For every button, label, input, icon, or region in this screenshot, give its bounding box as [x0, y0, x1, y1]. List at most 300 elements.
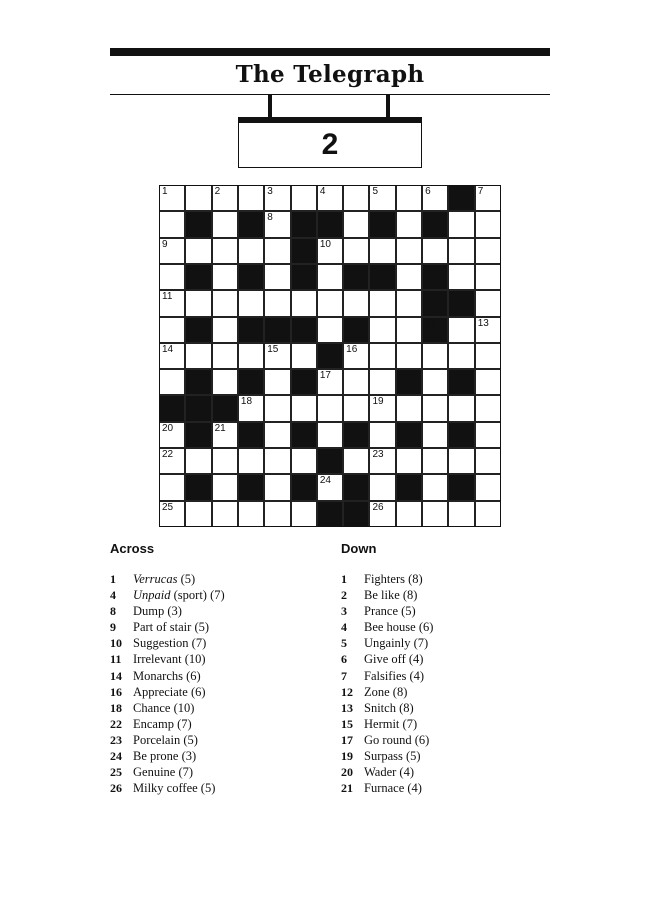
grid-block: [238, 211, 264, 237]
grid-cell[interactable]: [264, 369, 290, 395]
grid-cell[interactable]: [291, 185, 317, 211]
grid-cell[interactable]: [212, 238, 238, 264]
grid-block: [448, 422, 474, 448]
down-clue[interactable]: [341, 603, 561, 619]
clue-number: 10: [319, 238, 331, 250]
grid-cell[interactable]: [343, 290, 369, 316]
down-clue[interactable]: [341, 780, 561, 796]
across-clue[interactable]: [110, 748, 330, 764]
down-clue[interactable]: [341, 684, 561, 700]
grid-block: [238, 264, 264, 290]
clue-text: [133, 603, 182, 619]
grid-cell[interactable]: [317, 290, 343, 316]
grid-cell[interactable]: [212, 501, 238, 527]
grid-block: [448, 185, 474, 211]
clue-num: 15: [341, 716, 353, 731]
clue-detail: Encamp (7): [133, 716, 192, 731]
clue-text: [364, 716, 417, 732]
clue-num: 19: [341, 749, 353, 764]
grid-cell[interactable]: [264, 448, 290, 474]
clue-detail: Porcelain (5): [133, 732, 198, 747]
down-clue[interactable]: [341, 571, 561, 587]
across-clue[interactable]: [110, 587, 330, 603]
grid-cell[interactable]: [291, 395, 317, 421]
grid-block: [185, 317, 211, 343]
clue-detail: Chance (10): [133, 700, 195, 715]
grid-cell[interactable]: [159, 501, 185, 527]
grid-cell[interactable]: [238, 395, 264, 421]
clue-detail: Prance (5): [364, 604, 416, 619]
grid-cell[interactable]: [475, 238, 501, 264]
grid-block: [343, 317, 369, 343]
down-clue[interactable]: [341, 668, 561, 684]
down-clues: [341, 540, 561, 796]
grid-block: [448, 290, 474, 316]
clue-number: 2: [214, 186, 221, 197]
across-clue-list: [110, 571, 330, 796]
grid-cell[interactable]: [159, 211, 185, 237]
grid-cell[interactable]: [343, 343, 369, 369]
grid-cell[interactable]: [422, 369, 448, 395]
clue-text: [133, 651, 206, 667]
grid-cell[interactable]: [212, 422, 238, 448]
grid-cell[interactable]: [475, 369, 501, 395]
grid-cell[interactable]: [448, 264, 474, 290]
grid-cell[interactable]: [238, 448, 264, 474]
clue-number: 8: [267, 212, 273, 224]
clue-num: 24: [110, 749, 122, 764]
clue-text: [364, 668, 424, 684]
grid-cell[interactable]: [396, 290, 422, 316]
grid-cell[interactable]: [475, 343, 501, 369]
down-clue[interactable]: [341, 764, 561, 780]
grid-block: [238, 369, 264, 395]
clue-num: 23: [110, 732, 122, 747]
across-clue[interactable]: [110, 571, 330, 587]
clue-number: 1: [162, 186, 168, 197]
grid-block: [396, 422, 422, 448]
grid-cell[interactable]: [422, 422, 448, 448]
grid-cell[interactable]: [159, 264, 185, 290]
clue-number: 20: [162, 422, 174, 434]
grid-cell[interactable]: [396, 317, 422, 343]
clue-detail: Irrelevant (10): [133, 652, 206, 667]
down-clue[interactable]: [341, 587, 561, 603]
clue-num: 2: [341, 588, 347, 603]
grid-cell[interactable]: [475, 211, 501, 237]
clue-number: 18: [240, 396, 253, 408]
grid-cell[interactable]: [185, 343, 211, 369]
clue-number: 22: [162, 449, 174, 461]
grid-block: [159, 395, 185, 421]
clue-number: 26: [372, 501, 384, 513]
clue-text: [364, 732, 429, 748]
down-clue[interactable]: [341, 716, 561, 732]
clue-detail: Zone (8): [364, 684, 408, 699]
grid-cell[interactable]: [475, 448, 501, 474]
clue-num: 20: [341, 765, 353, 780]
grid-block: [291, 474, 317, 500]
grid-cell[interactable]: [369, 238, 395, 264]
across-clue[interactable]: [110, 684, 330, 700]
grid-cell[interactable]: [422, 395, 448, 421]
clue-italic-word: Verrucas: [133, 572, 178, 586]
grid-block: [422, 317, 448, 343]
grid-cell[interactable]: [317, 422, 343, 448]
grid-cell[interactable]: [343, 211, 369, 237]
grid-block: [317, 501, 343, 527]
clue-italic-word: Unpaid: [133, 588, 171, 603]
grid-cell[interactable]: [343, 369, 369, 395]
grid-cell[interactable]: [369, 317, 395, 343]
clue-text: [364, 619, 433, 635]
clue-number: 4: [319, 186, 326, 197]
grid-cell[interactable]: [212, 343, 238, 369]
grid-cell[interactable]: [212, 317, 238, 343]
clue-num: 16: [110, 684, 122, 699]
grid-cell[interactable]: [396, 211, 422, 237]
grid-cell[interactable]: [396, 395, 422, 421]
clue-num: 18: [110, 700, 122, 715]
grid-cell[interactable]: [422, 238, 448, 264]
clue-number: 24: [319, 475, 331, 487]
grid-cell[interactable]: [159, 290, 185, 316]
clue-num: 26: [110, 781, 122, 796]
grid-cell[interactable]: [422, 501, 448, 527]
grid-block: [238, 474, 264, 500]
grid-cell[interactable]: [369, 290, 395, 316]
clue-detail: Falsifies (4): [364, 668, 425, 683]
clue-detail: Appreciate (6): [133, 684, 206, 699]
grid-cell[interactable]: [317, 264, 343, 290]
grid-cell[interactable]: [317, 395, 343, 421]
across-clue[interactable]: [110, 668, 330, 684]
grid-cell[interactable]: [343, 448, 369, 474]
clue-detail: Milky coffee (5): [133, 781, 216, 796]
grid-cell[interactable]: [475, 501, 501, 527]
clue-number: 12: [425, 317, 437, 329]
grid-cell[interactable]: [212, 448, 238, 474]
grid-block: [238, 422, 264, 448]
grid-cell[interactable]: [264, 211, 290, 237]
grid-cell[interactable]: [369, 501, 395, 527]
grid-block: [185, 369, 211, 395]
grid-cell[interactable]: [396, 343, 422, 369]
grid-cell[interactable]: [448, 501, 474, 527]
down-clue[interactable]: [341, 700, 561, 716]
grid-cell[interactable]: [422, 474, 448, 500]
grid-cell[interactable]: [317, 238, 343, 264]
grid-cell[interactable]: [212, 474, 238, 500]
grid-cell[interactable]: [159, 238, 185, 264]
clue-detail: Furnace (4): [364, 781, 422, 796]
clue-text: [364, 635, 428, 651]
grid-cell[interactable]: [185, 448, 211, 474]
grid-cell[interactable]: [475, 290, 501, 316]
clue-number: 9: [162, 238, 168, 250]
grid-block: [185, 422, 211, 448]
sign-post-left: [268, 95, 272, 119]
grid-cell[interactable]: [264, 290, 290, 316]
grid-cell[interactable]: [343, 185, 369, 211]
grid-cell[interactable]: [185, 238, 211, 264]
puzzle-number-sign: 2: [238, 123, 422, 168]
grid-cell[interactable]: [212, 264, 238, 290]
grid-cell[interactable]: [159, 474, 185, 500]
across-clue[interactable]: [110, 619, 330, 635]
grid-block: [396, 474, 422, 500]
clue-num: 5: [341, 636, 347, 651]
grid-cell[interactable]: [159, 317, 185, 343]
clue-text: [364, 587, 417, 603]
grid-cell[interactable]: [422, 448, 448, 474]
grid-cell[interactable]: [264, 238, 290, 264]
grid-cell[interactable]: [448, 211, 474, 237]
clue-text: [133, 780, 215, 796]
grid-cell[interactable]: [448, 448, 474, 474]
grid-cell[interactable]: [317, 474, 343, 500]
clue-number: 23: [372, 449, 384, 461]
grid-cell[interactable]: [396, 185, 422, 211]
masthead-top-rule: [110, 48, 550, 56]
clue-detail: Monarchs (6): [133, 668, 201, 683]
masthead-logo: The Telegraph: [235, 61, 425, 88]
grid-cell[interactable]: [185, 290, 211, 316]
grid-cell[interactable]: [159, 422, 185, 448]
clue-number: 19: [372, 396, 384, 408]
grid-cell[interactable]: [264, 422, 290, 448]
clue-detail: Bee house (6): [364, 620, 434, 635]
grid-block: [422, 290, 448, 316]
grid-cell[interactable]: [475, 395, 501, 421]
clue-text: [133, 716, 192, 732]
grid-block: [343, 422, 369, 448]
clue-num: 14: [110, 668, 122, 683]
grid-cell[interactable]: [448, 395, 474, 421]
grid-cell[interactable]: [369, 448, 395, 474]
grid-cell[interactable]: [396, 264, 422, 290]
clue-num: 21: [341, 781, 353, 796]
grid-cell[interactable]: [291, 501, 317, 527]
grid-cell[interactable]: [317, 185, 343, 211]
clue-num: 4: [341, 620, 347, 635]
clue-number: 5: [372, 186, 379, 197]
clue-detail: Dump (3): [133, 604, 182, 619]
down-clue[interactable]: [341, 748, 561, 764]
grid-block: [291, 211, 317, 237]
grid-cell[interactable]: [291, 343, 317, 369]
clue-detail: Surpass (5): [364, 749, 421, 764]
across-clue[interactable]: [110, 651, 330, 667]
grid-block: [185, 211, 211, 237]
down-clue[interactable]: [341, 635, 561, 651]
grid-cell[interactable]: [238, 343, 264, 369]
grid-cell[interactable]: [159, 448, 185, 474]
grid-cell[interactable]: [343, 238, 369, 264]
grid-block: [291, 317, 317, 343]
across-clue[interactable]: [110, 700, 330, 716]
grid-cell[interactable]: [238, 501, 264, 527]
grid-block: [291, 264, 317, 290]
grid-cell[interactable]: [317, 369, 343, 395]
clue-detail: (5): [177, 572, 196, 586]
grid-cell[interactable]: [369, 395, 395, 421]
grid-cell[interactable]: [212, 290, 238, 316]
clue-number: 15: [267, 343, 279, 355]
grid-cell[interactable]: [448, 343, 474, 369]
clue-text: [364, 700, 414, 716]
clue-text: [133, 571, 195, 587]
grid-cell[interactable]: [369, 474, 395, 500]
grid-cell[interactable]: [159, 343, 185, 369]
grid-cell[interactable]: [159, 185, 185, 211]
grid-cell[interactable]: [475, 264, 501, 290]
grid-cell[interactable]: [475, 422, 501, 448]
clue-detail: Snitch (8): [364, 700, 414, 715]
clue-number: 17: [319, 370, 331, 382]
clue-detail: Ungainly (7): [364, 636, 429, 651]
clue-detail: Be like (8): [364, 588, 418, 603]
grid-cell[interactable]: [396, 501, 422, 527]
grid-block: [185, 474, 211, 500]
grid-cell[interactable]: [448, 238, 474, 264]
clue-num: 10: [110, 636, 122, 651]
grid-block: [448, 474, 474, 500]
grid-cell[interactable]: [264, 343, 290, 369]
grid-cell[interactable]: [369, 185, 395, 211]
grid-cell[interactable]: [159, 369, 185, 395]
down-clue[interactable]: [341, 732, 561, 748]
clue-num: 3: [341, 604, 347, 619]
grid-block: [396, 369, 422, 395]
grid-block: [317, 343, 343, 369]
grid-block: [369, 211, 395, 237]
clue-num: 8: [110, 604, 116, 619]
clue-num: 1: [341, 572, 347, 586]
clue-number: 25: [162, 501, 174, 513]
down-clue[interactable]: [341, 619, 561, 635]
grid-block: [317, 448, 343, 474]
clue-num: 6: [341, 652, 347, 667]
grid-cell[interactable]: [238, 290, 264, 316]
clue-detail: Genuine (7): [133, 765, 194, 780]
grid-block: [185, 395, 211, 421]
grid-cell[interactable]: [369, 422, 395, 448]
across-clue[interactable]: [110, 780, 330, 796]
clue-text: [364, 603, 416, 619]
grid-cell[interactable]: [448, 317, 474, 343]
grid-cell[interactable]: [422, 185, 448, 211]
clue-text: [364, 748, 421, 764]
clue-detail: Suggestion (7): [133, 636, 207, 651]
grid-cell[interactable]: [238, 238, 264, 264]
clue-text: [133, 684, 206, 700]
grid-cell[interactable]: [396, 238, 422, 264]
clue-number: 21: [214, 422, 226, 434]
grid-block: [264, 317, 290, 343]
grid-cell[interactable]: [396, 448, 422, 474]
clue-text: [364, 651, 423, 667]
clue-text: [133, 700, 194, 716]
grid-cell[interactable]: [475, 317, 501, 343]
clue-detail: Hermit (7): [364, 716, 418, 731]
grid-cell[interactable]: [238, 185, 264, 211]
sign-post-right: [386, 95, 390, 119]
masthead-bottom-rule: [110, 94, 550, 95]
grid-cell[interactable]: [212, 211, 238, 237]
clue-num: 22: [110, 716, 122, 731]
clue-number: 16: [346, 343, 358, 355]
clue-number: 11: [162, 291, 173, 303]
clue-number: 3: [267, 186, 273, 197]
across-clue[interactable]: [110, 732, 330, 748]
grid-cell[interactable]: [291, 448, 317, 474]
grid-block: [422, 264, 448, 290]
clue-number: 13: [477, 317, 489, 329]
grid-block: [448, 369, 474, 395]
grid-cell[interactable]: [185, 185, 211, 211]
down-clue[interactable]: [341, 651, 561, 667]
clue-number: 6: [425, 186, 431, 197]
grid-cell[interactable]: [343, 395, 369, 421]
grid-cell[interactable]: [212, 185, 238, 211]
grid-cell[interactable]: [317, 317, 343, 343]
grid-cell[interactable]: [264, 395, 290, 421]
clue-number: 14: [162, 343, 174, 355]
clue-num: 9: [110, 620, 116, 635]
clue-num: 11: [110, 652, 122, 667]
grid-cell[interactable]: [212, 369, 238, 395]
clue-text: [133, 619, 209, 635]
clue-text: [364, 764, 414, 780]
grid-block: [185, 264, 211, 290]
grid-cell[interactable]: [264, 474, 290, 500]
clue-text: [133, 732, 198, 748]
across-clue[interactable]: [110, 603, 330, 619]
grid-cell[interactable]: [264, 264, 290, 290]
clue-num: 12: [341, 684, 353, 699]
grid-cell[interactable]: [369, 343, 395, 369]
across-clue[interactable]: [110, 635, 330, 651]
grid-cell[interactable]: [475, 474, 501, 500]
grid-block: [291, 238, 317, 264]
clue-text: [133, 748, 196, 764]
across-clue[interactable]: [110, 716, 330, 732]
grid-block: [212, 395, 238, 421]
grid-cell[interactable]: [185, 501, 211, 527]
grid-cell[interactable]: [291, 290, 317, 316]
clue-num: 13: [341, 700, 353, 715]
grid-block: [343, 501, 369, 527]
grid-cell[interactable]: [475, 185, 501, 211]
grid-block: [343, 264, 369, 290]
grid-block: [369, 264, 395, 290]
grid-cell[interactable]: [264, 185, 290, 211]
clue-num: 1: [110, 572, 116, 586]
clue-detail: Wader (4): [364, 765, 415, 780]
across-clues: [110, 540, 330, 796]
across-clue[interactable]: [110, 764, 330, 780]
down-heading: Down: [341, 541, 377, 556]
grid-cell[interactable]: [422, 343, 448, 369]
grid-cell[interactable]: [369, 369, 395, 395]
grid-cell[interactable]: [264, 501, 290, 527]
grid-block: [291, 369, 317, 395]
clue-num: 7: [341, 668, 347, 683]
clue-text: [133, 635, 206, 651]
grid-block: [422, 211, 448, 237]
clue-detail: (sport) (7): [170, 588, 225, 603]
